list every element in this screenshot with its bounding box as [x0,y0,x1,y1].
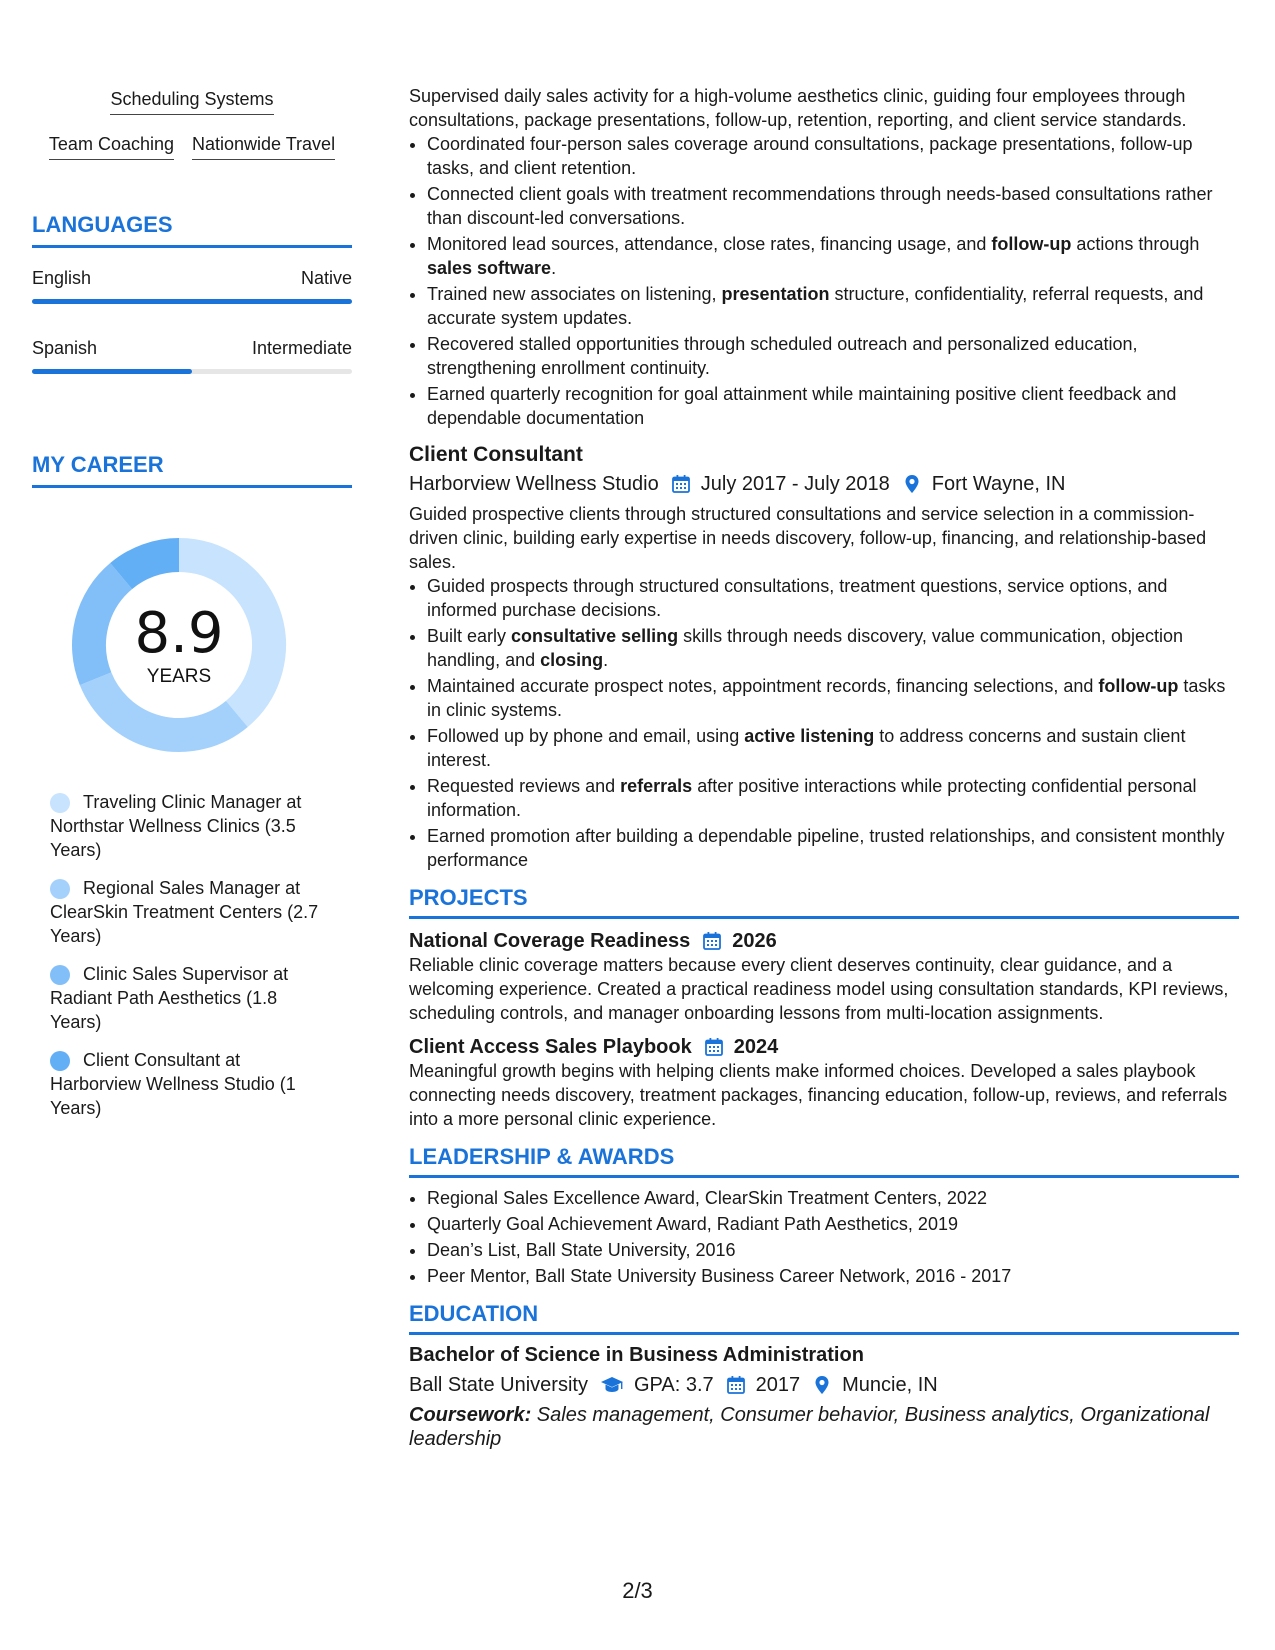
awards-list [409,1186,1239,1288]
career-donut-segment [121,555,179,576]
career-legend-dot [50,793,70,813]
education-school: Ball State University [409,1374,588,1396]
language-item [32,268,352,304]
career-legend-dot [50,1051,70,1071]
career-heading: MY CAREER [32,452,352,488]
language-proficiency-fill [32,369,192,374]
language-proficiency-fill [32,299,352,304]
main-content [409,84,1239,1451]
career-legend-label: Regional Sales Manager at ClearSkin Treatment Centers (2.7 Years) [50,878,319,946]
calendar-icon [671,474,691,494]
career-total-value: 8.9 [134,601,224,666]
location-pin-icon [902,474,922,494]
job-bullet: • Connected client goals with treatment recommendations through needs-based consultations rather than discount-led conversations. [427,182,1239,230]
job-bullet: • Recovered stalled opportunities through scheduled outreach and personalized education, strengthening enrollment continuity. [427,332,1239,380]
language-level: Native [300,268,352,288]
career-legend-label: Clinic Sales Supervisor at Radiant Path Aesthetics (1.8 Years) [50,964,289,1032]
page-number: 2/3 [622,1578,653,1603]
language-proficiency-bar [32,299,352,304]
career-donut-segment [89,576,121,679]
calendar-icon [704,1037,724,1057]
education-location: Muncie, IN [842,1374,938,1396]
job-bullet: • Guided prospects through structured consultations, treatment questions, service options, and informed purchase decisions. [427,574,1239,622]
career-legend-item [50,1048,330,1120]
project-description: Reliable clinic coverage matters because every client deserves continuity, clear guidance, and a welcoming experience. Created a practical readiness model using consultation standards, KPI reviews, scheduling controls, and manager onboarding lessons from multi-location assignments. [409,955,1229,1023]
skill-tag: Team Coaching [49,131,174,160]
project-year: 2026 [732,930,777,952]
career-donut-chart [64,530,294,760]
awards-heading: LEADERSHIP & AWARDS [409,1145,1239,1178]
location-pin-icon [812,1375,832,1395]
job-location: Fort Wayne, IN [931,473,1066,495]
job-bullet: • Earned promotion after building a dependable pipeline, trusted relationships, and consistent monthly performance [427,824,1239,872]
project-year: 2024 [733,1036,779,1058]
career-legend-item [50,962,330,1034]
job-bullet: • Earned quarterly recognition for goal attainment while maintaining positive client feedback and dependable documentation [427,382,1239,430]
project-title: Client Access Sales Playbook [409,1036,692,1058]
career-legend-item [50,876,330,948]
award-item: • Regional Sales Excellence Award, ClearSkin Treatment Centers, 2022 [427,1186,1239,1210]
award-item: • Dean’s List, Ball State University, 2016 [427,1238,1239,1262]
education-gpa: GPA: 3.7 [633,1374,714,1396]
career-legend-label: Traveling Clinic Manager at Northstar Wellness Clinics (3.5 Years) [50,792,302,860]
job-bullet-list [409,132,1239,430]
education-meta [409,1373,1239,1397]
skills-row [32,131,352,160]
career-legend-label: Client Consultant at Harborview Wellness Studio (1 Years) [50,1050,296,1118]
project-item [409,929,1239,1025]
job-bullet: • Maintained accurate prospect notes, appointment records, financing selections, and follow-up tasks in clinic systems. [427,674,1239,722]
career-legend-item [50,790,330,862]
job-bullet: • Built early consultative selling skills through needs discovery, value communication, objection handling, and closing. [427,624,1239,672]
graduation-cap-icon [600,1375,624,1395]
job-bullet: • Coordinated four-person sales coverage around consultations, package presentations, follow-up tasks, and client retention. [427,132,1239,180]
coursework-label: Coursework: [409,1404,532,1426]
job-bullet: • Trained new associates on listening, presentation structure, confidentiality, referral requests, and accurate system updates. [427,282,1239,330]
language-name: Spanish [32,338,98,358]
education-degree: Bachelor of Science in Business Administration [409,1344,864,1366]
language-level: Intermediate [251,338,352,358]
job-meta [409,472,1239,496]
job-summary: Supervised daily sales activity for a high-volume aesthetics clinic, guiding four employees through consultations, package presentations, follow-up, retention, reporting, and client service standards. [409,86,1187,130]
skills-row [32,86,352,115]
education-coursework [409,1403,1239,1451]
job-summary: Guided prospective clients through structured consultations and service selection in a commission-driven clinic, building early expertise in needs discovery, follow-up, financing, and relationship-based sales. [409,504,1207,572]
language-proficiency-bar [32,369,352,374]
job-bullet: • Monitored lead sources, attendance, close rates, financing usage, and follow-up actions through sales software. [427,232,1239,280]
education-heading: EDUCATION [409,1302,1239,1335]
career-donut-segment [96,679,237,735]
job-dates: July 2017 - July 2018 [700,473,890,495]
language-name: English [32,268,92,288]
job-bullet: • Followed up by phone and email, using active listening to address concerns and sustain client interest. [427,724,1239,772]
job-title: Client Consultant [409,443,583,466]
career-total-unit: YEARS [146,666,212,687]
calendar-icon [726,1375,746,1395]
job-bullet-list [409,574,1239,872]
career-legend-dot [50,879,70,899]
job-company: Harborview Wellness Studio [409,473,659,495]
career-legend-dot [50,965,70,985]
languages-heading: LANGUAGES [32,212,352,248]
project-description: Meaningful growth begins with helping clients make informed choices. Developed a sales playbook connecting needs discovery, treatment packages, financing education, follow-up, reviews, and referrals into a more personal clinic experience. [409,1061,1228,1129]
job-bullet: • Requested reviews and referrals after positive interactions while protecting confidential personal information. [427,774,1239,822]
career-legend [50,790,330,1134]
project-title: National Coverage Readiness [409,930,691,952]
skill-tag: Nationwide Travel [192,131,335,160]
project-item [409,1035,1239,1131]
skill-tag: Scheduling Systems [110,86,273,115]
award-item: • Quarterly Goal Achievement Award, Radiant Path Aesthetics, 2019 [427,1212,1239,1236]
language-item [32,338,352,374]
projects-heading: PROJECTS [409,886,1239,919]
coursework-text: Sales management, Consumer behavior, Business analytics, Organizational leadership [409,1404,1210,1450]
education-year: 2017 [755,1374,801,1396]
award-item: • Peer Mentor, Ball State University Business Career Network, 2016 - 2017 [427,1264,1239,1288]
calendar-icon [702,931,722,951]
